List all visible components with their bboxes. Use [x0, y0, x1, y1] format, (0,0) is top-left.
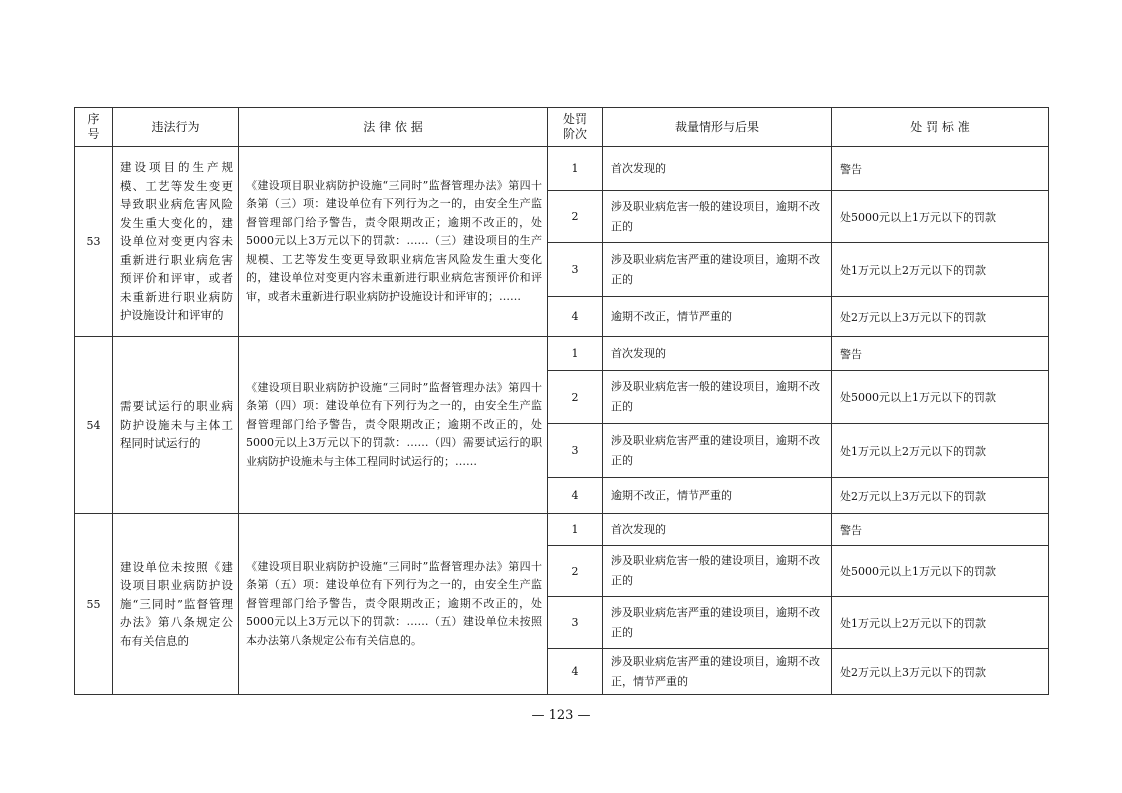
penalty-standard: 处5000元以上1万元以下的罚款	[832, 191, 1049, 243]
penalty-standard: 处2万元以上3万元以下的罚款	[832, 478, 1049, 514]
penalty-standard: 处5000元以上1万元以下的罚款	[832, 371, 1049, 424]
case-text: 首次发现的	[603, 147, 832, 191]
penalty-standard: 警告	[832, 514, 1049, 546]
case-text: 涉及职业病危害严重的建设项目，逾期不改正的	[603, 424, 832, 478]
penalty-standard: 处1万元以上2万元以下的罚款	[832, 597, 1049, 649]
penalty-standard: 处2万元以上3万元以下的罚款	[832, 297, 1049, 337]
penalty-level: 2	[548, 546, 603, 597]
penalty-standard: 处1万元以上2万元以下的罚款	[832, 243, 1049, 297]
header-act: 违法行为	[113, 108, 239, 147]
penalty-standard: 处5000元以上1万元以下的罚款	[832, 546, 1049, 597]
legal-basis-text: 《建设项目职业病防护设施“三同时”监督管理办法》第四十条第（五）项：建设单位有下列行为之一的，由安全生产监督管理部门给予警告，责令限期改正；逾期不改正的，处5000元以上3万元以下的罚款：……（五）建设单位未按照本办法第八条规定公布有关信息的。	[239, 514, 548, 695]
penalty-standard: 处1万元以上2万元以下的罚款	[832, 424, 1049, 478]
penalty-level: 3	[548, 424, 603, 478]
header-no: 序号	[75, 108, 113, 147]
violation-text: 建设单位未按照《建设项目职业病防护设施“三同时”监督管理办法》第八条规定公布有关信息的	[113, 514, 239, 695]
penalty-level: 4	[548, 297, 603, 337]
legal-basis-text: 《建设项目职业病防护设施“三同时”监督管理办法》第四十条第（三）项：建设单位有下列行为之一的，由安全生产监督管理部门给予警告，责令限期改正；逾期不改正的，处5000元以上3万元以下的罚款：……（三）建设项目的生产规模、工艺等发生变更导致职业病危害风险发生重大变化的，建设单位对变更内容未重新进行职业病危害预评价和评审，或者未重新进行职业病防护设施设计和评审的；……	[239, 147, 548, 337]
row-number: 55	[75, 514, 113, 695]
row-number: 54	[75, 337, 113, 514]
case-text: 涉及职业病危害一般的建设项目，逾期不改正的	[603, 371, 832, 424]
page-number: — 123 —	[531, 708, 591, 723]
penalty-standard: 处2万元以上3万元以下的罚款	[832, 649, 1049, 695]
header-row	[75, 108, 1049, 147]
penalty-table	[74, 107, 1049, 695]
penalty-standard: 警告	[832, 147, 1049, 191]
table-row	[75, 337, 1049, 371]
case-text: 首次发现的	[603, 514, 832, 546]
penalty-level: 1	[548, 147, 603, 191]
case-text: 涉及职业病危害严重的建设项目，逾期不改正，情节严重的	[603, 649, 832, 695]
row-number: 53	[75, 147, 113, 337]
penalty-level: 4	[548, 478, 603, 514]
case-text: 涉及职业病危害一般的建设项目，逾期不改正的	[603, 191, 832, 243]
penalty-level: 2	[548, 191, 603, 243]
penalty-standard: 警告	[832, 337, 1049, 371]
penalty-level: 3	[548, 243, 603, 297]
penalty-level: 1	[548, 337, 603, 371]
table-row	[75, 147, 1049, 191]
case-text: 逾期不改正，情节严重的	[603, 297, 832, 337]
violation-text: 建设项目的生产规模、工艺等发生变更导致职业病危害风险发生重大变化的，建设单位对变更内容未重新进行职业病危害预评价和评审，或者未重新进行职业病防护设施设计和评审的	[113, 147, 239, 337]
case-text: 涉及职业病危害一般的建设项目，逾期不改正的	[603, 546, 832, 597]
legal-basis-text: 《建设项目职业病防护设施“三同时”监督管理办法》第四十条第（四）项：建设单位有下列行为之一的，由安全生产监督管理部门给予警告，责令限期改正；逾期不改正的，处5000元以上3万元以下的罚款：……（四）需要试运行的职业病防护设施未与主体工程同时试运行的；……	[239, 337, 548, 514]
case-text: 涉及职业病危害严重的建设项目，逾期不改正的	[603, 243, 832, 297]
penalty-level: 2	[548, 371, 603, 424]
case-text: 涉及职业病危害严重的建设项目，逾期不改正的	[603, 597, 832, 649]
penalty-level: 3	[548, 597, 603, 649]
penalty-level: 1	[548, 514, 603, 546]
header-level: 处罚阶次	[548, 108, 603, 147]
case-text: 首次发现的	[603, 337, 832, 371]
table-row	[75, 514, 1049, 546]
case-text: 逾期不改正，情节严重的	[603, 478, 832, 514]
penalty-level: 4	[548, 649, 603, 695]
header-standard: 处 罚 标 准	[832, 108, 1049, 147]
violation-text: 需要试运行的职业病防护设施未与主体工程同时试运行的	[113, 337, 239, 514]
header-basis: 法 律 依 据	[239, 108, 548, 147]
header-case: 裁量情形与后果	[603, 108, 832, 147]
